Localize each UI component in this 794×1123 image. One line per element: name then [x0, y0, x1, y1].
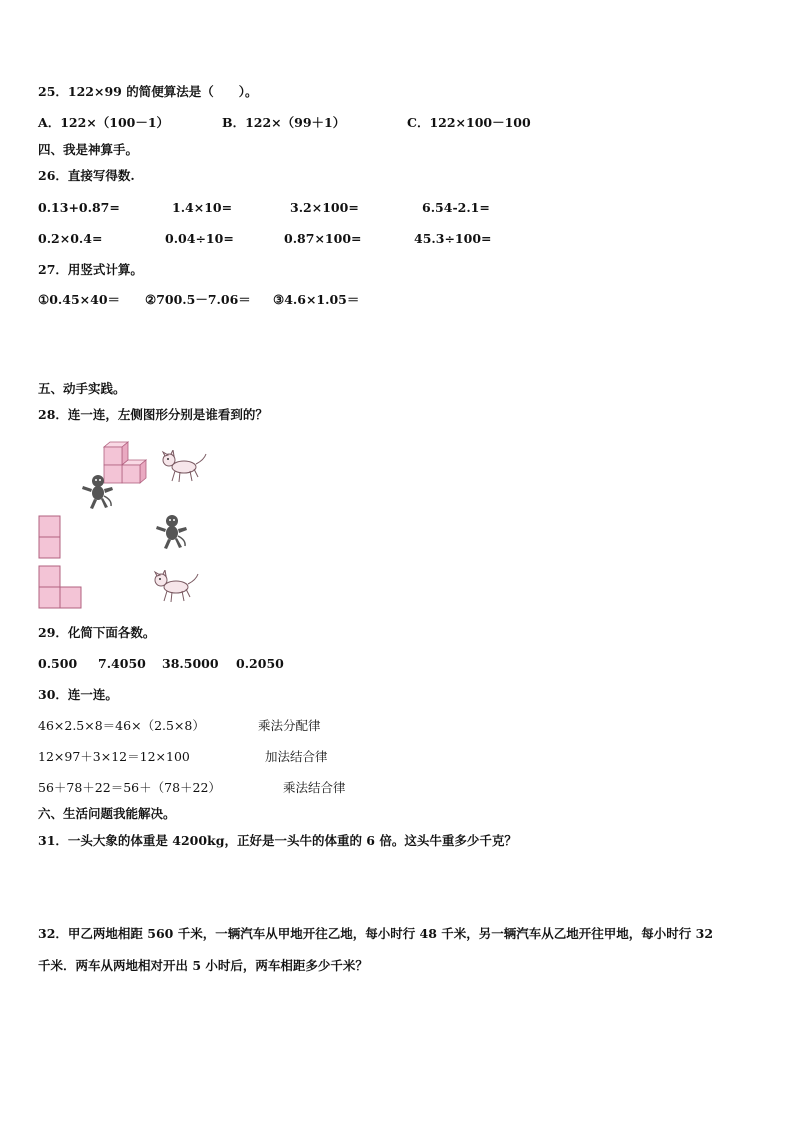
- monkey-icon: [152, 514, 190, 550]
- monkey-icon: [78, 474, 116, 510]
- view-shape-l-shape: [38, 565, 84, 609]
- q26-r2-c4: 45.3÷100=: [414, 231, 492, 246]
- q27-item-1: ①0.45×40＝: [38, 292, 121, 307]
- q26-r1-c2: 1.4×10=: [172, 200, 233, 215]
- q32-line-1: 32．甲乙两地相距 560 千米，一辆汽车从甲地开往乙地，每小时行 48 千米，另一辆汽车从乙地开往甲地，每小时行 32: [38, 926, 714, 941]
- q26-stem: 26．直接写得数.: [38, 168, 135, 183]
- q27-stem: 27．用竖式计算。: [38, 262, 143, 277]
- section-5-title: 五、动手实践。: [38, 381, 126, 396]
- section-4-title: 四、我是神算手。: [38, 142, 139, 157]
- q29-number-1: 0.500: [38, 656, 78, 671]
- view-shape-two-stacked: [38, 515, 62, 559]
- dog-icon: [152, 570, 200, 606]
- q30-right-3: 乘法结合律: [283, 780, 346, 795]
- dog-icon: [160, 450, 208, 486]
- q30-right-1: 乘法分配律: [258, 718, 321, 733]
- q27-item-2: ②700.5－7.06＝: [145, 292, 251, 307]
- q30-left-3: 56＋78＋22＝56＋（78＋22）: [38, 780, 221, 795]
- q32-line-2: 千米．两车从两地相对开出 5 小时后，两车相距多少千米？: [38, 958, 368, 973]
- q25-option-b: B．122×（99＋1）: [222, 115, 346, 130]
- q30-left-1: 46×2.5×8＝46×（2.5×8）: [38, 718, 205, 733]
- q26-r1-c4: 6.54-2.1=: [422, 200, 490, 215]
- q26-r1-c1: 0.13+0.87=: [38, 200, 120, 215]
- q29-number-2: 7.4050: [98, 656, 146, 671]
- q27-item-3: ③4.6×1.05＝: [273, 292, 360, 307]
- q30-left-2: 12×97＋3×12＝12×100: [38, 749, 190, 764]
- q29-number-4: 0.2050: [236, 656, 284, 671]
- q26-r2-c2: 0.04÷10=: [165, 231, 234, 246]
- section-6-title: 六、生活问题我能解决。: [38, 806, 176, 821]
- q26-r2-c1: 0.2×0.4=: [38, 231, 103, 246]
- q26-r1-c3: 3.2×100=: [290, 200, 359, 215]
- q29-stem: 29．化简下面各数。: [38, 625, 156, 640]
- q25-option-a: A．122×（100－1）: [38, 115, 170, 130]
- q25-option-c: C．122×100－100: [407, 115, 531, 130]
- q30-stem: 30．连一连。: [38, 687, 118, 702]
- q30-right-2: 加法结合律: [265, 749, 328, 764]
- q26-r2-c3: 0.87×100=: [284, 231, 362, 246]
- q31-stem: 31．一头大象的体重是 4200kg，正好是一头牛的体重的 6 倍。这头牛重多少千克？: [38, 833, 517, 848]
- q25-stem: 25．122×99 的简便算法是（ ）。: [38, 84, 258, 99]
- q29-number-3: 38.5000: [162, 656, 219, 671]
- q28-stem: 28．连一连，左侧图形分别是谁看到的？: [38, 407, 268, 422]
